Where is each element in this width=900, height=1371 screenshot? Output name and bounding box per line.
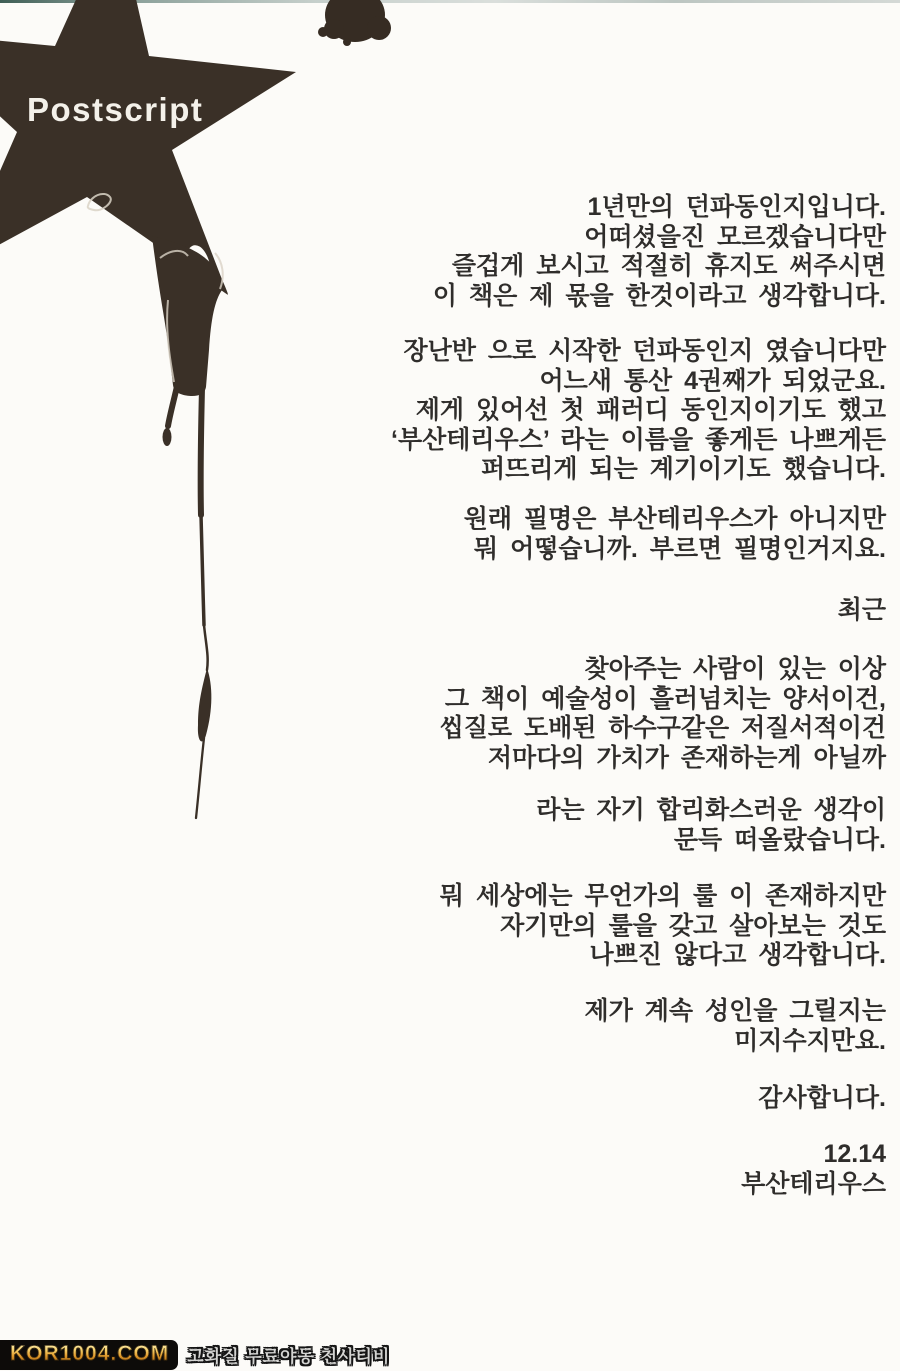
text-line: 씹질로 도배된 하수구같은 저질서적이건	[439, 714, 886, 742]
text-line: 찾아주는 사람이 있는 이상	[584, 655, 886, 683]
text-line: 이 책은 제 몫을 한것이라고 생각합니다.	[432, 281, 886, 310]
watermark-tagline: 고화질 무료야동 천사티비	[187, 1347, 391, 1366]
postscript-title: Postscript	[27, 91, 204, 128]
text-line: 그 책이 예술성이 흘러넘치는 양서이건,	[444, 684, 886, 713]
afterword-paragraph-4	[246, 655, 886, 773]
afterword-recently-line	[246, 596, 886, 626]
text-line: 장난반 으로 시작한 던파동인지 였습니다만	[403, 337, 886, 365]
text-line: 라는 자기 합리화스러운 생각이	[536, 796, 886, 824]
ink-drip-left-drop	[163, 428, 172, 446]
text-line: 제게 있어선 첫 패러디 동인지이기도 했고	[415, 396, 886, 424]
text-line: 나쁘진 않다고 생각합니다.	[589, 941, 886, 969]
ink-mass	[152, 236, 228, 396]
ink-drip-tail	[196, 738, 204, 818]
text-line: 문득 떠올랐습니다.	[673, 825, 886, 854]
afterword-signature	[246, 1140, 886, 1199]
text-line: 자기만의 룰을 갖고 살아보는 것도	[500, 911, 886, 940]
site-watermark	[0, 1341, 390, 1368]
text-line: 1년만의 던파동인지입니다.	[587, 193, 886, 221]
ink-drip-left	[168, 382, 178, 426]
ink-drip-main-thin	[204, 625, 208, 670]
text-line: 어떠셨을진 모르겠습니다만	[584, 222, 886, 251]
text-line: 부산테리우스	[741, 1169, 886, 1198]
text-line: 미지수지만요.	[734, 1026, 886, 1055]
ink-drip-main-mid	[201, 515, 204, 625]
afterword-paragraph-5	[246, 796, 886, 855]
text-line: 제가 계속 성인을 그릴지는	[584, 997, 886, 1025]
watermark-strip	[0, 1340, 178, 1370]
afterword-paragraph-6	[246, 882, 886, 971]
ink-drip-main-upper	[201, 388, 202, 515]
afterword-paragraph-1	[246, 193, 886, 311]
text-line: 어느새 통산 4권째가 되었군요.	[539, 366, 886, 395]
text-line: 최근	[837, 596, 886, 624]
text-line: 뭐 세상에는 무언가의 룰 이 존재하지만	[439, 882, 886, 910]
ink-drip-lower-blob	[198, 668, 211, 741]
afterword-paragraph-7	[246, 997, 886, 1056]
watermark-site-logo: KOR1004.COM	[10, 1341, 170, 1365]
text-line: 저마다의 가치가 존재하는게 아닐까	[487, 743, 886, 772]
afterword-paragraph-3	[246, 505, 886, 564]
text-line: 뭐 어떻습니까. 부르면 필명인거지요.	[474, 534, 886, 563]
text-line: 원래 필명은 부산테리우스가 아니지만	[463, 505, 886, 533]
text-line: 감사합니다.	[758, 1084, 886, 1112]
afterword-paragraph-2	[246, 337, 886, 485]
text-line: 12.14	[823, 1140, 886, 1168]
ink-splatter	[318, 0, 391, 46]
text-line: 즐겁게 보시고 적절히 휴지도 써주시면	[451, 252, 886, 280]
text-line: 퍼뜨리게 되는 계기이기도 했습니다.	[480, 455, 886, 483]
afterword-thanks	[246, 1084, 886, 1114]
text-line: ‘부산테리우스’ 라는 이름을 좋게든 나쁘게든	[391, 425, 886, 454]
